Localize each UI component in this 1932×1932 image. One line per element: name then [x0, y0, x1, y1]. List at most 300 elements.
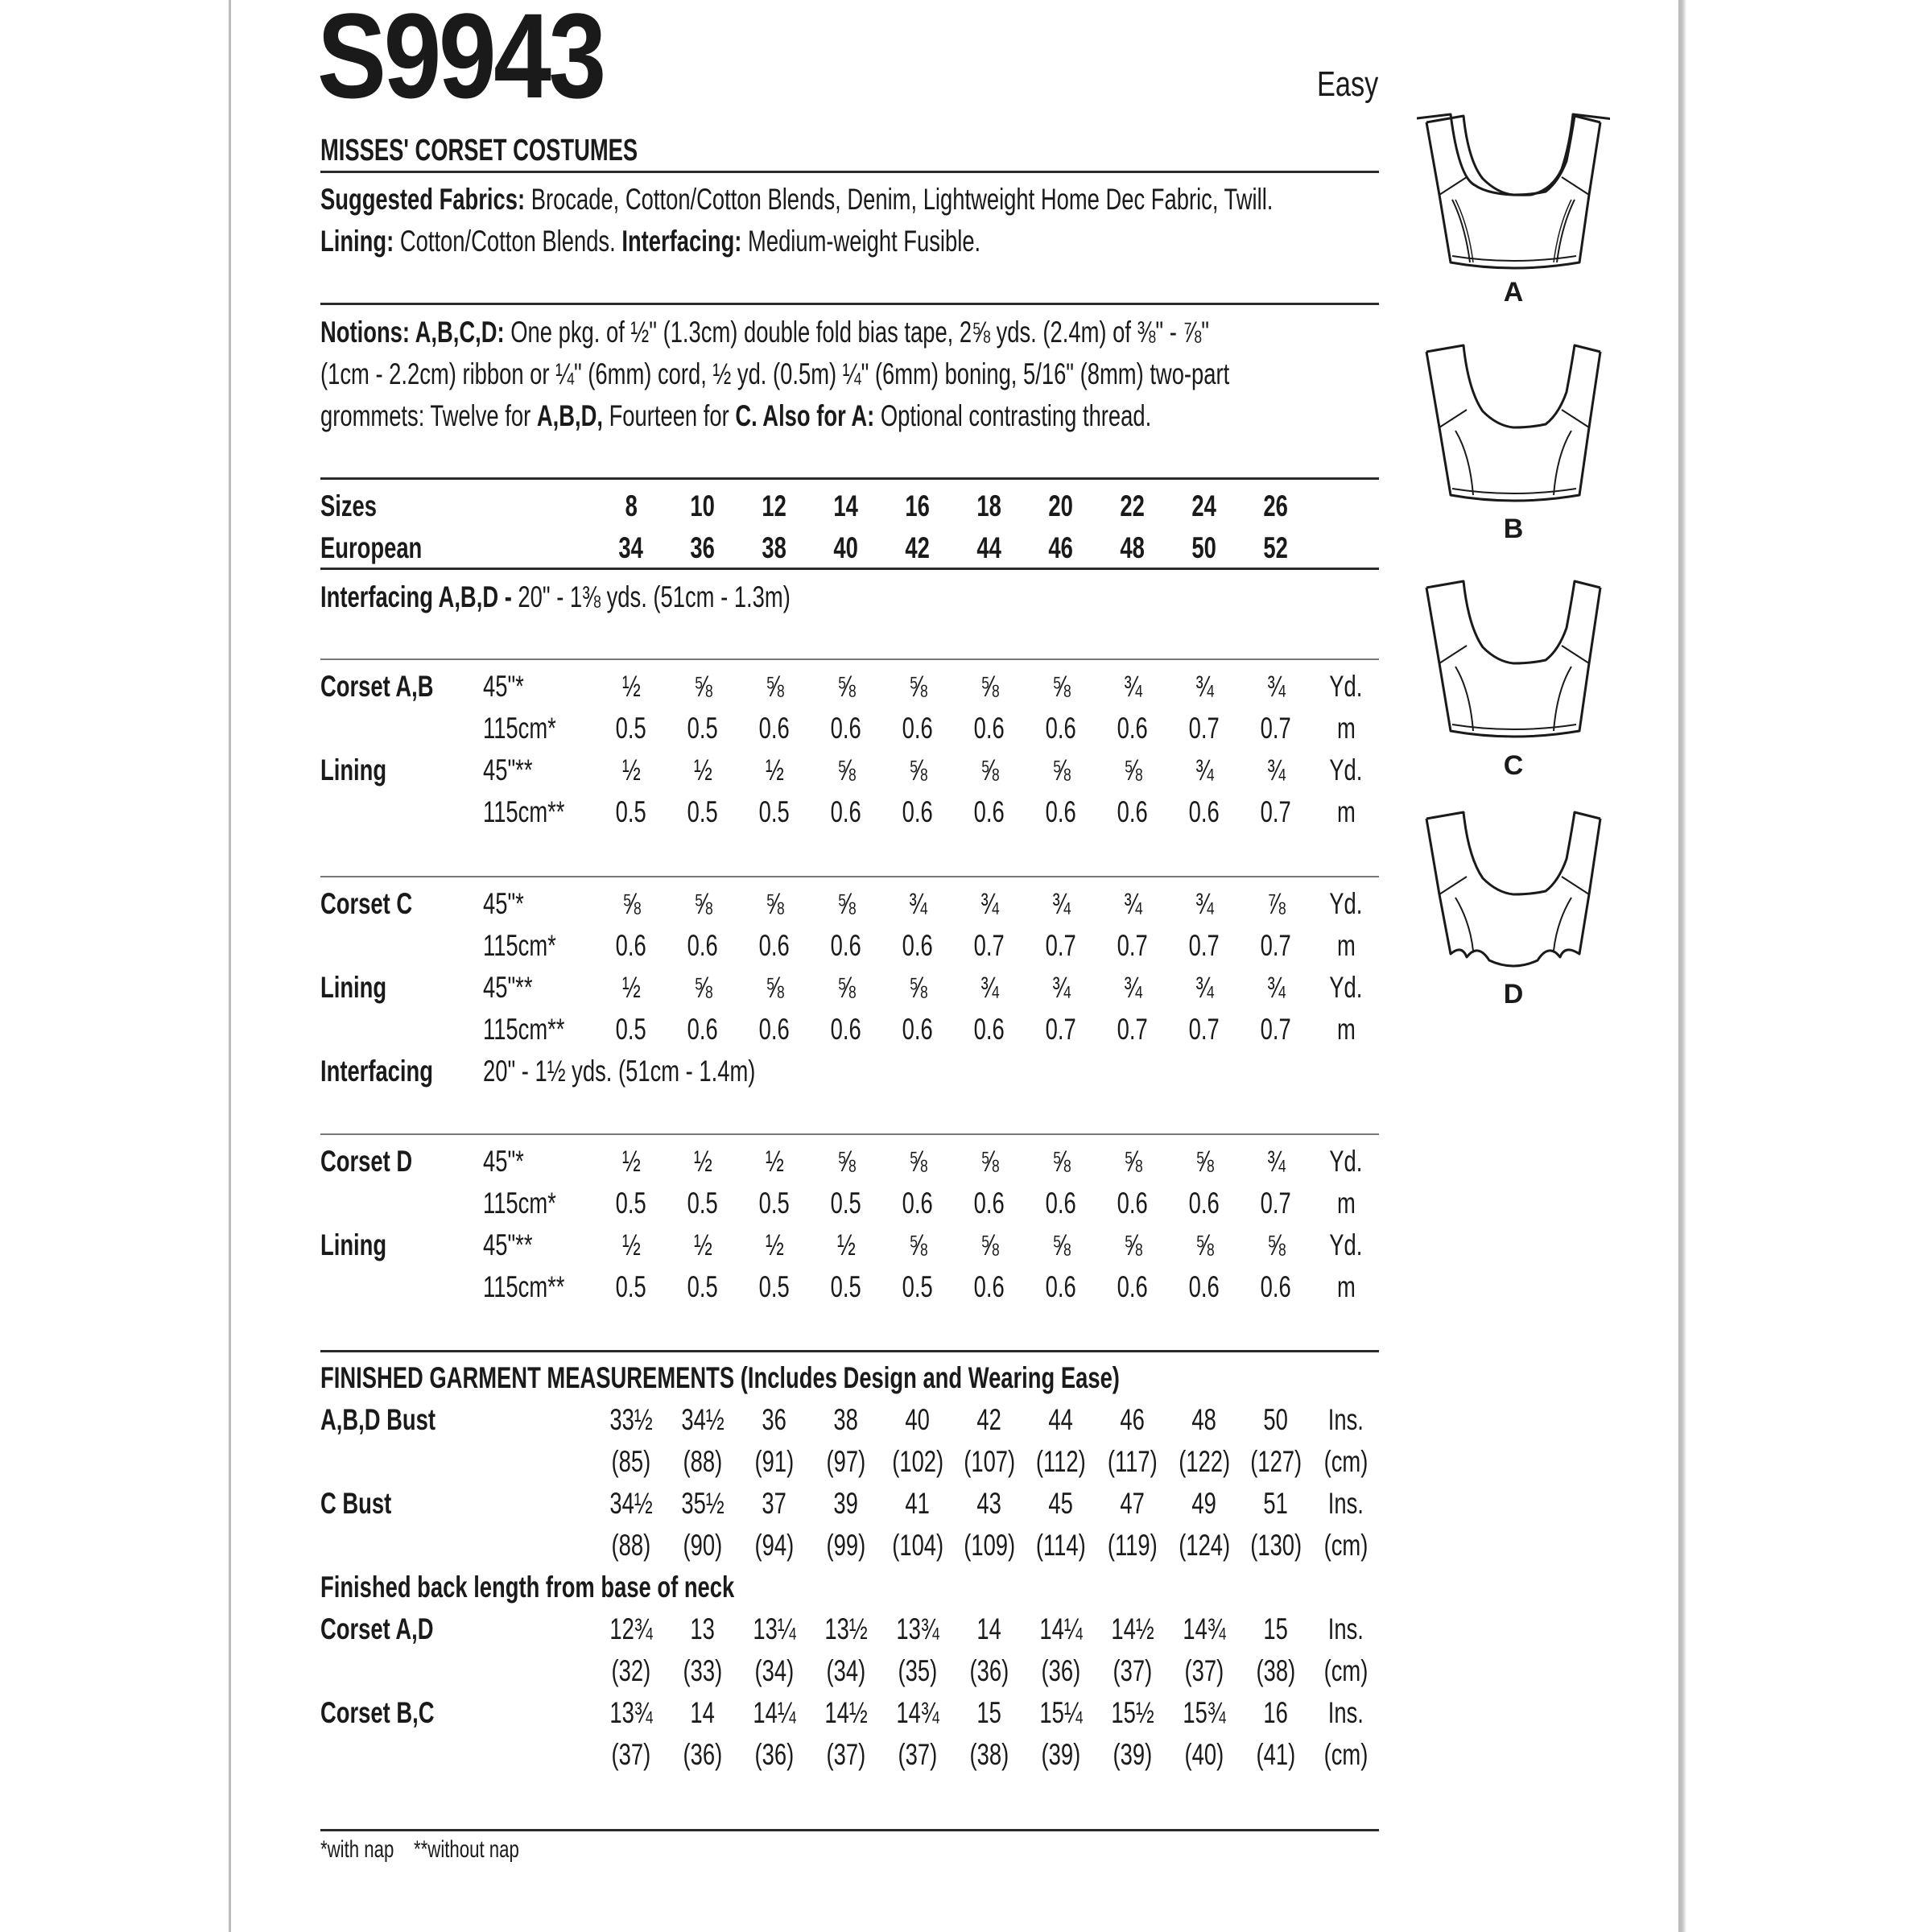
row-width-label: 45"** — [483, 971, 533, 1004]
lining-row — [0, 791, 1932, 833]
value-cell: 0.6 — [1045, 1187, 1077, 1220]
value-cell: ⅝ — [836, 1145, 856, 1178]
value-cell: 0.5 — [830, 1270, 862, 1303]
value-cell: (37) — [898, 1738, 938, 1771]
yardage-row — [0, 883, 1932, 925]
value-cell: 0.7 — [1045, 929, 1077, 962]
value-cell: ⅝ — [1123, 1145, 1142, 1178]
measurement-row — [0, 1608, 1932, 1650]
value-cell: ¾ — [1123, 670, 1142, 703]
row-width-label: 45"** — [483, 1228, 533, 1261]
row-label: Interfacing — [320, 1055, 433, 1088]
european-cell: 48 — [1120, 531, 1146, 564]
value-cell: ⅝ — [765, 670, 784, 703]
value-cell: 41 — [905, 1487, 931, 1520]
value-cell: (38) — [1256, 1654, 1296, 1687]
unit-cell: (cm) — [1323, 1445, 1368, 1478]
row-label: Corset D — [320, 1145, 413, 1178]
value-cell: 38 — [833, 1403, 859, 1436]
divider — [320, 1829, 1379, 1831]
european-label: European — [320, 531, 423, 564]
value-cell: 0.6 — [1045, 712, 1077, 745]
unit-cell: m — [1336, 929, 1356, 962]
lining-row — [0, 1224, 1932, 1266]
value-cell: (99) — [826, 1529, 866, 1562]
measurement-row-cm — [0, 1441, 1932, 1483]
value-cell: ⅝ — [1123, 753, 1142, 786]
value-cell: 46 — [1120, 1403, 1146, 1436]
value-cell: 0.5 — [615, 795, 647, 828]
value-cell: 15½ — [1111, 1696, 1154, 1729]
row-width-label: 115cm** — [483, 795, 565, 828]
value-cell: 0.6 — [902, 712, 934, 745]
divider — [320, 171, 1379, 173]
pattern-title: MISSES' CORSET COSTUMES — [320, 134, 638, 167]
notions-views-abd: A,B,D, — [536, 399, 603, 432]
value-cell: 50 — [1263, 1403, 1289, 1436]
value-cell: 0.6 — [1117, 795, 1149, 828]
value-cell: 0.6 — [758, 1013, 791, 1046]
difficulty-label: Easy — [1317, 64, 1379, 104]
row-width-label: 115cm* — [483, 1187, 556, 1220]
row-label: Corset B,C — [320, 1696, 435, 1729]
value-cell: 0.5 — [758, 795, 791, 828]
sizes-label: Sizes — [320, 489, 378, 522]
value-cell: 33½ — [609, 1403, 653, 1436]
unit-cell: Yd. — [1329, 1145, 1363, 1178]
suggested-fabrics-line — [320, 179, 1608, 221]
value-cell: 0.6 — [1045, 1270, 1077, 1303]
value-cell: (91) — [754, 1445, 795, 1478]
value-cell: 39 — [833, 1487, 859, 1520]
value-cell: 13 — [690, 1612, 716, 1645]
size-cell: 20 — [1048, 489, 1074, 522]
value-cell: 40 — [905, 1403, 931, 1436]
value-cell: ⅝ — [908, 1228, 927, 1261]
value-cell: ⅝ — [1195, 1228, 1214, 1261]
value-cell: ¾ — [1266, 753, 1286, 786]
value-cell: ⅝ — [908, 1145, 927, 1178]
lining-text: Cotton/Cotton Blends. — [399, 225, 616, 258]
view-b-letter: B — [1503, 514, 1524, 544]
row-width-label: 115cm** — [483, 1270, 565, 1303]
value-cell: 51 — [1263, 1487, 1289, 1520]
unit-cell: Yd. — [1329, 753, 1363, 786]
back-length-title: Finished back length from base of neck — [320, 1571, 735, 1604]
value-cell: 13¾ — [896, 1612, 939, 1645]
unit-cell: m — [1336, 712, 1356, 745]
value-cell: ¾ — [1123, 971, 1142, 1004]
divider — [320, 1133, 1379, 1135]
european-cell: 46 — [1048, 531, 1074, 564]
row-width-label: 45"* — [483, 1145, 524, 1178]
value-cell: ¾ — [1266, 1145, 1286, 1178]
value-cell: ⅝ — [908, 670, 927, 703]
value-cell: ⅝ — [621, 887, 641, 920]
value-cell: 37 — [762, 1487, 787, 1520]
value-cell: 0.7 — [1188, 1013, 1220, 1046]
unit-cell: (cm) — [1323, 1654, 1368, 1687]
unit-cell: m — [1336, 1270, 1356, 1303]
size-cell: 12 — [762, 489, 787, 522]
size-cell: 22 — [1120, 489, 1146, 522]
unit-cell: Yd. — [1329, 1228, 1363, 1261]
value-cell: ¾ — [1195, 971, 1214, 1004]
notions-view-c-also-a: C. Also for A: — [735, 399, 875, 432]
value-cell: ¾ — [1195, 887, 1214, 920]
value-cell: 0.6 — [1188, 795, 1220, 828]
value-cell: 0.5 — [615, 1013, 647, 1046]
value-cell: 0.6 — [687, 1013, 719, 1046]
interfacing-abd-label: Interfacing A,B,D - — [320, 580, 512, 613]
value-cell: (36) — [1041, 1654, 1081, 1687]
yardage-row — [0, 666, 1932, 708]
value-cell: (38) — [969, 1738, 1009, 1771]
european-sizes-row — [0, 527, 1932, 569]
value-cell: 0.6 — [902, 1187, 934, 1220]
size-cell: 14 — [833, 489, 859, 522]
value-cell: ⅝ — [980, 753, 999, 786]
value-cell: (112) — [1036, 1445, 1086, 1478]
european-cell: 34 — [618, 531, 644, 564]
value-cell: 15 — [1263, 1612, 1289, 1645]
lining-row — [0, 749, 1932, 791]
unit-cell: Yd. — [1329, 971, 1363, 1004]
value-cell: 0.5 — [902, 1270, 934, 1303]
measurement-row-cm — [0, 1734, 1932, 1776]
value-cell: 0.6 — [1117, 712, 1149, 745]
value-cell: ⅝ — [1123, 1228, 1142, 1261]
value-cell: ¾ — [1266, 971, 1286, 1004]
value-cell: 13¼ — [753, 1612, 796, 1645]
value-cell: (88) — [611, 1529, 651, 1562]
value-cell: ⅝ — [1051, 753, 1071, 786]
value-cell: ½ — [621, 753, 641, 786]
row-width-label: 45"* — [483, 670, 524, 703]
value-cell: 0.5 — [758, 1187, 791, 1220]
row-label: Corset A,D — [320, 1612, 434, 1645]
value-cell: 0.5 — [615, 1187, 647, 1220]
footnote — [320, 1834, 589, 1866]
notions-line-3 — [320, 395, 1443, 437]
suggested-fabrics-text: Brocade, Cotton/Cotton Blends, Denim, Lightweight Home Dec Fabric, Twill. — [530, 183, 1274, 216]
european-cell: 44 — [976, 531, 1002, 564]
value-cell: ⅝ — [836, 971, 856, 1004]
yardage-row — [0, 925, 1932, 967]
value-cell: 0.5 — [830, 1187, 862, 1220]
value-cell: (102) — [892, 1445, 943, 1478]
value-cell: (37) — [611, 1738, 651, 1771]
unit-cell: m — [1336, 1013, 1356, 1046]
divider — [320, 658, 1379, 660]
value-cell: 0.5 — [687, 1187, 719, 1220]
pattern-number: S9943 — [317, 0, 604, 123]
row-label: Corset A,B — [320, 670, 434, 703]
value-cell: 15 — [976, 1696, 1002, 1729]
value-cell: (124) — [1179, 1529, 1230, 1562]
lining-label: Lining: — [320, 225, 394, 258]
measurement-row — [0, 1399, 1932, 1441]
notions-text-3a: grommets: Twelve for — [320, 399, 531, 432]
value-cell: 14½ — [1111, 1612, 1154, 1645]
value-cell: 0.6 — [1045, 795, 1077, 828]
value-cell: 34½ — [609, 1487, 653, 1520]
unit-cell: Ins. — [1327, 1487, 1364, 1520]
suggested-fabrics-label: Suggested Fabrics: — [320, 183, 526, 216]
lining-row — [0, 967, 1932, 1009]
notions-text-1: One pkg. of ½" (1.3cm) double fold bias tape, 2⅝ yds. (2.4m) of ⅜" - ⅞" — [510, 316, 1209, 349]
unit-cell: Ins. — [1327, 1403, 1364, 1436]
value-cell: 0.6 — [902, 929, 934, 962]
row-width-label: 45"** — [483, 753, 533, 786]
divider — [320, 568, 1379, 570]
value-cell: (36) — [683, 1738, 723, 1771]
value-cell: 14¼ — [753, 1696, 796, 1729]
value-cell: 0.5 — [615, 1270, 647, 1303]
unit-cell: m — [1336, 1187, 1356, 1220]
value-cell: ¾ — [1051, 887, 1071, 920]
value-cell: 0.7 — [1117, 1013, 1149, 1046]
european-cell: 52 — [1263, 531, 1289, 564]
footnote-without-nap: **without nap — [414, 1836, 519, 1863]
unit-cell: Yd. — [1329, 887, 1363, 920]
value-cell: 14 — [690, 1696, 716, 1729]
lining-row — [0, 1266, 1932, 1308]
value-cell: (33) — [683, 1654, 723, 1687]
yardage-row — [0, 708, 1932, 749]
view-c-letter: C — [1503, 750, 1524, 781]
value-cell: ¾ — [980, 971, 999, 1004]
size-cell: 16 — [905, 489, 931, 522]
notions-label: Notions: A,B,C,D: — [320, 316, 505, 349]
value-cell: ½ — [693, 1228, 712, 1261]
value-cell: 34½ — [681, 1403, 724, 1436]
size-cell: 8 — [625, 489, 638, 522]
corset-view-c-sketch — [1417, 570, 1610, 739]
value-cell: ⅝ — [1266, 1228, 1286, 1261]
value-cell: ½ — [621, 1145, 641, 1178]
value-cell: 0.5 — [687, 795, 719, 828]
value-cell: ⅝ — [693, 670, 712, 703]
interfacing-row — [0, 1051, 1932, 1092]
value-cell: ½ — [621, 1228, 641, 1261]
row-label: Lining — [320, 753, 387, 786]
value-cell: (37) — [1184, 1654, 1224, 1687]
value-cell: ⅝ — [693, 971, 712, 1004]
value-cell: (119) — [1108, 1529, 1158, 1562]
corset-view-d-sketch — [1417, 801, 1610, 970]
size-cell: 18 — [976, 489, 1002, 522]
value-cell: (34) — [754, 1654, 795, 1687]
value-cell: 0.6 — [973, 1013, 1005, 1046]
value-cell: 44 — [1048, 1403, 1074, 1436]
value-cell: ¾ — [1266, 670, 1286, 703]
row-label: C Bust — [320, 1487, 392, 1520]
value-cell: (39) — [1113, 1738, 1153, 1771]
sizes-row — [0, 485, 1932, 527]
value-cell: 0.6 — [1260, 1270, 1292, 1303]
value-cell: 12¾ — [609, 1612, 653, 1645]
value-cell: ⅝ — [836, 887, 856, 920]
value-cell: 14¼ — [1039, 1612, 1083, 1645]
value-cell: ⅞ — [1266, 887, 1286, 920]
unit-cell: (cm) — [1323, 1529, 1368, 1562]
value-cell: ½ — [765, 1228, 784, 1261]
value-cell: 0.7 — [1045, 1013, 1077, 1046]
value-cell: 49 — [1191, 1487, 1217, 1520]
value-cell: (36) — [754, 1738, 795, 1771]
value-cell: (130) — [1250, 1529, 1302, 1562]
yardage-row — [0, 1141, 1932, 1183]
value-cell: 0.7 — [1260, 1187, 1292, 1220]
row-label: A,B,D Bust — [320, 1403, 436, 1436]
value-cell: 47 — [1120, 1487, 1146, 1520]
unit-cell: Ins. — [1327, 1696, 1364, 1729]
value-cell: 0.6 — [973, 1187, 1005, 1220]
value-cell: 0.5 — [687, 1270, 719, 1303]
value-cell: ⅝ — [836, 753, 856, 786]
european-cell: 42 — [905, 531, 931, 564]
value-cell: ⅝ — [836, 670, 856, 703]
unit-cell: (cm) — [1323, 1738, 1368, 1771]
value-cell: ⅝ — [1195, 1145, 1214, 1178]
row-width-label: 115cm** — [483, 1013, 565, 1046]
european-cell: 50 — [1191, 531, 1217, 564]
value-cell: (37) — [1113, 1654, 1153, 1687]
value-cell: 0.6 — [1188, 1187, 1220, 1220]
notions-line-2: (1cm - 2.2cm) ribbon or ¼" (6mm) cord, ½ yd. (0.5m) ¼" (6mm) boning, 5/16" (8mm) two-part — [320, 357, 1230, 390]
interfacing-label: Interfacing: — [621, 225, 742, 258]
value-cell: 0.6 — [973, 1270, 1005, 1303]
notions-text-3c: Fourteen for — [609, 399, 729, 432]
value-cell: 15¾ — [1183, 1696, 1226, 1729]
row-width-label: 115cm* — [483, 929, 556, 962]
corset-view-b-sketch — [1417, 334, 1610, 503]
value-cell: (104) — [892, 1529, 943, 1562]
view-d-letter: D — [1503, 979, 1524, 1009]
value-cell: ⅝ — [1051, 1228, 1071, 1261]
value-cell: ⅝ — [980, 670, 999, 703]
value-cell: (109) — [964, 1529, 1015, 1562]
divider — [320, 477, 1379, 480]
divider — [320, 303, 1379, 305]
value-cell: (117) — [1108, 1445, 1158, 1478]
measurement-row — [0, 1483, 1932, 1525]
value-cell: 0.6 — [902, 795, 934, 828]
value-cell: (37) — [826, 1738, 866, 1771]
value-cell: (41) — [1256, 1738, 1296, 1771]
value-cell: ⅝ — [1051, 670, 1071, 703]
value-cell: (88) — [683, 1445, 723, 1478]
value-cell: (32) — [611, 1654, 651, 1687]
value-cell: (90) — [683, 1529, 723, 1562]
value-cell: 0.6 — [973, 712, 1005, 745]
row-label: Lining — [320, 1228, 387, 1261]
value-cell: ½ — [621, 670, 641, 703]
value-cell: 15¼ — [1039, 1696, 1083, 1729]
value-cell: 0.6 — [973, 795, 1005, 828]
value-cell: ¾ — [1123, 887, 1142, 920]
row-text: 20" - 1½ yds. (51cm - 1.4m) — [483, 1055, 756, 1088]
value-cell: 0.6 — [830, 795, 862, 828]
value-cell: 0.6 — [1117, 1270, 1149, 1303]
value-cell: 42 — [976, 1403, 1002, 1436]
row-label: Corset C — [320, 887, 413, 920]
corset-view-a-sketch — [1417, 105, 1610, 274]
unit-cell: Yd. — [1329, 670, 1363, 703]
footnote-with-nap: *with nap — [320, 1836, 394, 1863]
value-cell: (35) — [898, 1654, 938, 1687]
notions-line-1 — [320, 312, 1521, 353]
value-cell: 14 — [976, 1612, 1002, 1645]
value-cell: 0.6 — [830, 929, 862, 962]
interfacing-abd-line — [320, 576, 956, 618]
value-cell: ⅝ — [908, 971, 927, 1004]
value-cell: ⅝ — [1051, 1145, 1071, 1178]
value-cell: 0.7 — [1260, 712, 1292, 745]
size-cell: 24 — [1191, 489, 1217, 522]
unit-cell: Ins. — [1327, 1612, 1364, 1645]
value-cell: 45 — [1048, 1487, 1074, 1520]
divider — [320, 1350, 1379, 1352]
value-cell: 16 — [1263, 1696, 1289, 1729]
unit-cell: m — [1336, 795, 1356, 828]
value-cell: 48 — [1191, 1403, 1217, 1436]
measurement-row-cm — [0, 1525, 1932, 1567]
value-cell: ⅝ — [980, 1228, 999, 1261]
value-cell: 14½ — [824, 1696, 868, 1729]
value-cell: 13½ — [824, 1612, 868, 1645]
value-cell: (114) — [1036, 1529, 1086, 1562]
size-cell: 26 — [1263, 489, 1289, 522]
european-cell: 36 — [690, 531, 716, 564]
value-cell: 0.6 — [830, 712, 862, 745]
interfacing-text: Medium-weight Fusible. — [748, 225, 981, 258]
value-cell: 0.6 — [758, 712, 791, 745]
value-cell: 0.7 — [973, 929, 1005, 962]
interfacing-abd-text: 20" - 1⅜ yds. (51cm - 1.3m) — [518, 580, 791, 613]
value-cell: 0.6 — [1117, 1187, 1149, 1220]
value-cell: (107) — [964, 1445, 1015, 1478]
value-cell: 0.5 — [758, 1270, 791, 1303]
value-cell: (40) — [1184, 1738, 1224, 1771]
view-a-letter: A — [1503, 277, 1524, 308]
measurement-row-cm — [0, 1650, 1932, 1692]
lining-row — [0, 1009, 1932, 1051]
value-cell: 0.7 — [1260, 929, 1292, 962]
value-cell: ½ — [693, 1145, 712, 1178]
value-cell: (34) — [826, 1654, 866, 1687]
value-cell: 0.6 — [830, 1013, 862, 1046]
value-cell: ¾ — [1195, 753, 1214, 786]
lining-interfacing-line — [320, 221, 1212, 262]
value-cell: 14¾ — [1183, 1612, 1226, 1645]
value-cell: ¾ — [1051, 971, 1071, 1004]
finished-measurements-title: FINISHED GARMENT MEASUREMENTS (Includes Design and Wearing Ease) — [320, 1361, 1120, 1394]
value-cell: ¾ — [908, 887, 927, 920]
value-cell: ½ — [621, 971, 641, 1004]
value-cell: ½ — [765, 1145, 784, 1178]
value-cell: 13¾ — [609, 1696, 653, 1729]
value-cell: (127) — [1250, 1445, 1302, 1478]
value-cell: 35½ — [681, 1487, 724, 1520]
value-cell: ⅝ — [765, 971, 784, 1004]
value-cell: ¾ — [980, 887, 999, 920]
value-cell: 0.7 — [1188, 712, 1220, 745]
row-width-label: 45"* — [483, 887, 524, 920]
value-cell: 0.6 — [1188, 1270, 1220, 1303]
value-cell: ⅝ — [693, 887, 712, 920]
